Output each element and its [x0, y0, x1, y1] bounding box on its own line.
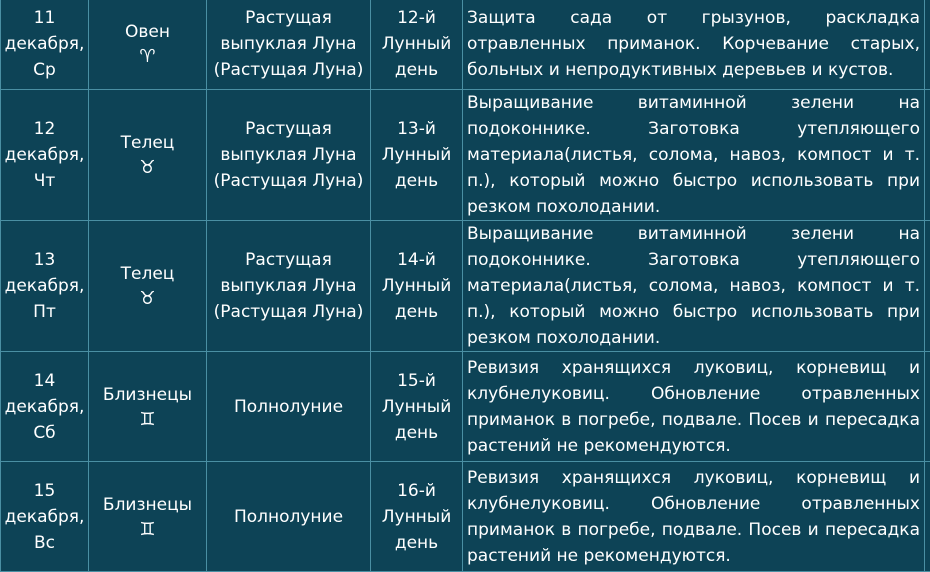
moon-phase-line: Полнолуние: [207, 504, 370, 530]
date-weekday: Вс: [1, 530, 88, 556]
date-day: 13: [1, 247, 88, 273]
lunar-day-label: день: [371, 530, 462, 556]
moon-phase-line: выпуклая Луна: [207, 273, 370, 299]
garden-work-text: Выращивание витаминной зелени на подоконнике. Заготовка утепляющего материала(листья, солома, навоз, компост и т. п.), который можно быстро использовать при резком похолодании.: [463, 221, 925, 352]
zodiac-cell: [89, 352, 207, 462]
gemini-icon: ♊: [89, 408, 206, 432]
table-edge: [925, 221, 930, 352]
date-month: декабря,: [1, 273, 88, 299]
lunar-day-label: Лунный: [371, 394, 462, 420]
date-weekday: Сб: [1, 420, 88, 446]
garden-work-text: Защита сада от грызунов, раскладка отравленных приманок. Корчевание старых, больных и непродуктивных деревьев и кустов.: [463, 0, 925, 90]
date-day: 14: [1, 368, 88, 394]
date-cell: [1, 221, 89, 352]
moon-phase-line: выпуклая Луна: [207, 31, 370, 57]
lunar-day-cell: [371, 221, 463, 352]
date-month: декабря,: [1, 31, 88, 57]
date-weekday: Ср: [1, 57, 88, 83]
date-month: декабря,: [1, 142, 88, 168]
moon-phase-line: Растущая: [207, 247, 370, 273]
taurus-icon: ♉: [89, 156, 206, 180]
table-row: [1, 0, 930, 90]
zodiac-name: Телец: [89, 261, 206, 287]
lunar-day-label: Лунный: [371, 504, 462, 530]
date-cell: [1, 90, 89, 221]
lunar-day-number: 15-й: [371, 368, 462, 394]
date-weekday: Пт: [1, 299, 88, 325]
garden-work-text: Выращивание витаминной зелени на подоконнике. Заготовка утепляющего материала(листья, солома, навоз, компост и т. п.), который можно быстро использовать при резком похолодании.: [463, 90, 925, 221]
table-edge: [925, 462, 930, 572]
zodiac-name: Овен: [89, 19, 206, 45]
moon-phase-cell: [207, 352, 371, 462]
moon-phase-line: (Растущая Луна): [207, 57, 370, 83]
lunar-day-label: Лунный: [371, 273, 462, 299]
moon-phase-line: Полнолуние: [207, 394, 370, 420]
lunar-day-cell: [371, 352, 463, 462]
table-row: [1, 221, 930, 352]
date-cell: [1, 0, 89, 90]
table-row: [1, 90, 930, 221]
table-row: [1, 462, 930, 572]
lunar-day-cell: [371, 0, 463, 90]
lunar-day-label: день: [371, 299, 462, 325]
lunar-day-label: Лунный: [371, 142, 462, 168]
date-month: декабря,: [1, 504, 88, 530]
lunar-day-number: 12-й: [371, 5, 462, 31]
zodiac-cell: [89, 221, 207, 352]
moon-phase-cell: [207, 221, 371, 352]
moon-phase-cell: [207, 90, 371, 221]
gemini-icon: ♊: [89, 518, 206, 542]
taurus-icon: ♉: [89, 287, 206, 311]
date-day: 12: [1, 116, 88, 142]
moon-phase-line: Растущая: [207, 116, 370, 142]
lunar-day-label: день: [371, 57, 462, 83]
zodiac-name: Близнецы: [89, 382, 206, 408]
date-cell: [1, 462, 89, 572]
lunar-day-cell: [371, 462, 463, 572]
date-day: 11: [1, 5, 88, 31]
lunar-day-number: 13-й: [371, 116, 462, 142]
table-edge: [925, 0, 930, 90]
date-weekday: Чт: [1, 168, 88, 194]
zodiac-cell: [89, 462, 207, 572]
aries-icon: ♈: [89, 45, 206, 69]
garden-work-text: Ревизия хранящихся луковиц, корневищ и клубнелуковиц. Обновление отравленных приманок в погребе, подвале. Посев и пересадка растений не рекомендуются.: [463, 462, 925, 572]
moon-phase-line: (Растущая Луна): [207, 168, 370, 194]
table-edge: [925, 90, 930, 221]
table-row: [1, 352, 930, 462]
lunar-day-label: Лунный: [371, 31, 462, 57]
table-edge: [925, 352, 930, 462]
lunar-day-cell: [371, 90, 463, 221]
lunar-day-label: день: [371, 420, 462, 446]
zodiac-name: Близнецы: [89, 492, 206, 518]
moon-phase-cell: [207, 462, 371, 572]
date-day: 15: [1, 478, 88, 504]
zodiac-cell: [89, 90, 207, 221]
moon-phase-line: выпуклая Луна: [207, 142, 370, 168]
date-month: декабря,: [1, 394, 88, 420]
garden-work-text: Ревизия хранящихся луковиц, корневищ и клубнелуковиц. Обновление отравленных приманок в погребе, подвале. Посев и пересадка растений не рекомендуются.: [463, 352, 925, 462]
date-cell: [1, 352, 89, 462]
lunar-day-label: день: [371, 168, 462, 194]
moon-phase-line: Растущая: [207, 5, 370, 31]
lunar-day-number: 14-й: [371, 247, 462, 273]
lunar-day-number: 16-й: [371, 478, 462, 504]
zodiac-cell: [89, 0, 207, 90]
zodiac-name: Телец: [89, 130, 206, 156]
moon-phase-cell: [207, 0, 371, 90]
moon-phase-line: (Растущая Луна): [207, 299, 370, 325]
